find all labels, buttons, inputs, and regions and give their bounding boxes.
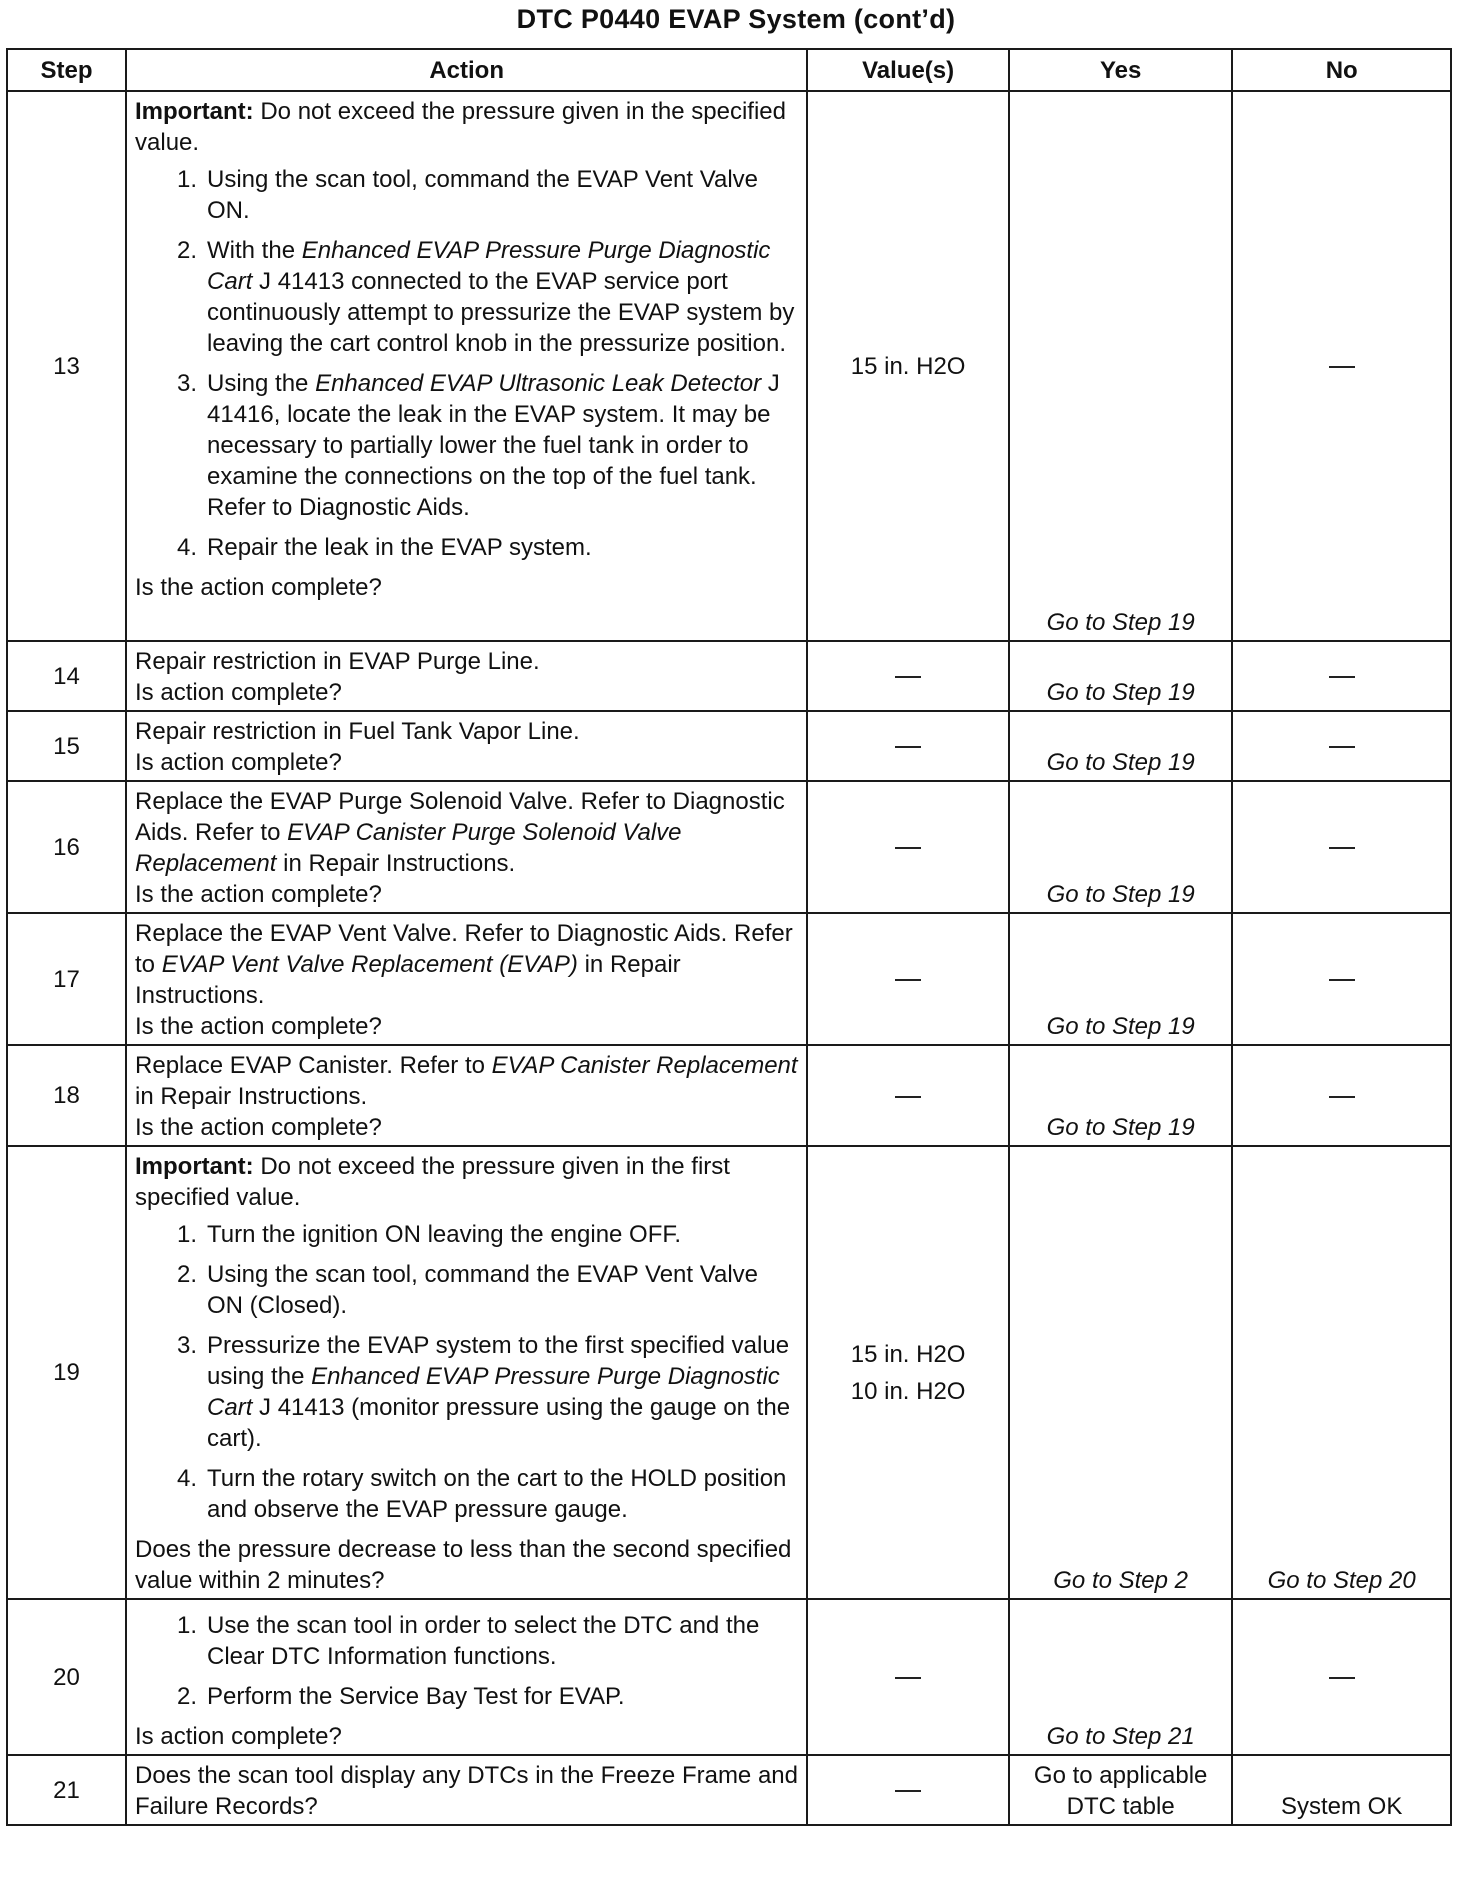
important-note	[135, 1151, 798, 1213]
text-run: in Repair Instructions.	[276, 850, 516, 877]
item-text	[207, 532, 798, 563]
text-run: Replace the EVAP Purge Solenoid Valve. Refer to Diagnostic Aids. Refer to	[135, 788, 785, 846]
step-number: 17	[7, 913, 126, 1045]
action-cell	[126, 711, 807, 781]
no-dash	[1329, 676, 1355, 678]
action-cell	[126, 1045, 807, 1146]
item-text	[207, 368, 798, 523]
value-dash	[895, 1096, 921, 1098]
no-text: System OK	[1281, 1793, 1403, 1820]
values-cell	[807, 1045, 1009, 1146]
item-text	[207, 1330, 798, 1454]
yes-goto: Go to Step 21	[1046, 1723, 1195, 1750]
values-cell	[807, 1146, 1009, 1599]
action-cell	[126, 91, 807, 641]
text-run: Replace the EVAP Vent Valve. Refer to Diagnostic Aids. Refer to	[135, 920, 793, 978]
text-run: Perform the Service Bay Test for EVAP.	[207, 1683, 625, 1710]
important-label: Important:	[135, 1153, 254, 1180]
numbered-steps	[135, 1219, 798, 1525]
yes-cell	[1009, 1146, 1232, 1599]
list-item	[135, 1259, 798, 1321]
yes-cell	[1009, 1599, 1232, 1755]
table-row	[7, 1146, 1451, 1599]
value-text: 15 in. H2O	[850, 1340, 966, 1368]
value-dash	[895, 1677, 921, 1679]
table-row	[7, 1599, 1451, 1755]
no-cell	[1232, 913, 1451, 1045]
step-number: 20	[7, 1599, 126, 1755]
yes-cell	[1009, 641, 1232, 711]
table-row	[7, 1045, 1451, 1146]
values-cell	[807, 711, 1009, 781]
table-row	[7, 781, 1451, 913]
text-run: Using the	[207, 370, 316, 397]
action-cell	[126, 641, 807, 711]
yes-cell	[1009, 91, 1232, 641]
yes-goto: Go to Step 19	[1046, 1114, 1195, 1141]
item-text	[207, 1219, 798, 1250]
step-number: 21	[7, 1755, 126, 1825]
item-text	[207, 1610, 798, 1672]
yes-cell	[1009, 1045, 1232, 1146]
italic-reference: EVAP Canister Purge Solenoid Valve Replacement	[135, 819, 682, 877]
question-text: Is the action complete?	[135, 1013, 382, 1040]
yes-cell	[1009, 711, 1232, 781]
step-number: 14	[7, 641, 126, 711]
values-cell	[807, 1755, 1009, 1825]
no-dash	[1329, 746, 1355, 748]
item-text	[207, 1463, 798, 1525]
list-item	[135, 1610, 798, 1672]
yes-goto: Go to Step 19	[1046, 749, 1195, 776]
table-body	[7, 91, 1451, 1825]
header-yes: Yes	[1009, 49, 1232, 91]
action-text: Repair restriction in EVAP Purge Line.	[135, 648, 540, 675]
value-text: 10 in. H2O	[850, 1377, 966, 1405]
italic-reference: Enhanced EVAP Pressure Purge Diagnostic Cart	[207, 237, 771, 295]
numbered-steps	[135, 1610, 798, 1712]
item-number: 4.	[177, 534, 198, 561]
question-text: Is action complete?	[135, 679, 342, 706]
text-run: in Repair Instructions.	[135, 951, 681, 1009]
no-dash	[1329, 979, 1355, 981]
values-cell	[807, 781, 1009, 913]
table-row	[7, 913, 1451, 1045]
question-text: Is the action complete?	[135, 1114, 382, 1141]
no-dash	[1329, 366, 1355, 368]
action-cell	[126, 1599, 807, 1755]
table-row	[7, 91, 1451, 641]
numbered-steps	[135, 164, 798, 563]
action-text: Does the scan tool display any DTCs in the Freeze Frame and Failure Records?	[135, 1762, 798, 1820]
item-text	[207, 235, 798, 359]
action-cell	[126, 1146, 807, 1599]
action-cell	[126, 781, 807, 913]
no-cell	[1232, 1599, 1451, 1755]
no-dash	[1329, 1096, 1355, 1098]
step-number: 19	[7, 1146, 126, 1599]
text-run: J 41416, locate the leak in the EVAP system. It may be necessary to partially lower the fuel tank in order to examine the connections on the top of the fuel tank. Refer to Diagnostic Aids.	[207, 370, 780, 521]
no-cell	[1232, 1146, 1451, 1599]
yes-line: DTC table	[1066, 1793, 1175, 1820]
important-text: Do not exceed the pressure given in the specified value.	[135, 98, 786, 156]
yes-text	[1010, 1756, 1231, 1822]
value-dash	[895, 1790, 921, 1792]
step-number: 18	[7, 1045, 126, 1146]
item-number: 1.	[177, 1221, 198, 1248]
text-run: Replace EVAP Canister. Refer to	[135, 1052, 492, 1079]
no-goto: Go to Step 20	[1267, 1567, 1416, 1594]
italic-reference: EVAP Vent Valve Replacement (EVAP)	[161, 951, 578, 978]
header-step: Step	[7, 49, 126, 91]
list-item	[135, 235, 798, 359]
header-action: Action	[126, 49, 807, 91]
yes-cell	[1009, 1755, 1232, 1825]
text-run: With the	[207, 237, 302, 264]
item-text	[207, 1259, 798, 1321]
important-note	[135, 96, 798, 158]
no-cell	[1232, 1045, 1451, 1146]
yes-goto: Go to Step 19	[1046, 679, 1195, 706]
text-run: Pressurize the EVAP system to the first specified value using the	[207, 1332, 790, 1390]
text-run: in Repair Instructions.	[135, 1083, 368, 1110]
value-dash	[895, 847, 921, 849]
action-text	[135, 786, 798, 879]
list-item	[135, 1463, 798, 1525]
value-dash	[895, 676, 921, 678]
table-row	[7, 641, 1451, 711]
list-item	[135, 1681, 798, 1712]
item-number: 2.	[177, 237, 198, 264]
item-number: 2.	[177, 1261, 198, 1288]
action-cell	[126, 1755, 807, 1825]
text-run: J 41413 connected to the EVAP service port continuously attempt to pressurize the EVAP system by leaving the cart control knob in the pressurize position.	[207, 268, 795, 357]
question-text: Is the action complete?	[135, 574, 382, 601]
item-text	[207, 164, 798, 226]
yes-goto: Go to Step 19	[1046, 609, 1195, 636]
list-item	[135, 532, 798, 563]
item-number: 3.	[177, 370, 198, 397]
no-dash	[1329, 847, 1355, 849]
no-cell	[1232, 711, 1451, 781]
value-dash	[895, 746, 921, 748]
page-title: DTC P0440 EVAP System (cont’d)	[516, 4, 956, 34]
yes-cell	[1009, 913, 1232, 1045]
question-text: Does the pressure decrease to less than the second specified value within 2 minutes?	[135, 1536, 792, 1594]
item-number: 1.	[177, 166, 198, 193]
step-number: 13	[7, 91, 126, 641]
action-text	[135, 918, 798, 1011]
table-row	[7, 1755, 1451, 1825]
diagnostic-table	[6, 48, 1452, 1826]
important-text: Do not exceed the pressure given in the first specified value.	[135, 1153, 730, 1211]
item-number: 4.	[177, 1465, 198, 1492]
italic-reference: Enhanced EVAP Pressure Purge Diagnostic Cart	[207, 1363, 780, 1421]
important-label: Important:	[135, 98, 254, 125]
question-text: Is action complete?	[135, 1723, 342, 1750]
yes-goto: Go to Step 19	[1046, 1013, 1195, 1040]
table-header-row	[7, 49, 1451, 91]
no-cell	[1232, 641, 1451, 711]
list-item	[135, 1219, 798, 1250]
no-dash	[1329, 1677, 1355, 1679]
no-cell	[1232, 1755, 1451, 1825]
question-text: Is action complete?	[135, 749, 342, 776]
item-number: 2.	[177, 1683, 198, 1710]
list-item	[135, 368, 798, 523]
text-run: Turn the rotary switch on the cart to the HOLD position and observe the EVAP pressure gauge.	[207, 1465, 787, 1523]
text-run: J 41413 (monitor pressure using the gauge on the cart).	[207, 1394, 791, 1452]
value-dash	[895, 979, 921, 981]
text-run: Using the scan tool, command the EVAP Vent Valve ON (Closed).	[207, 1261, 758, 1319]
text-run: Use the scan tool in order to select the DTC and the Clear DTC Information functions.	[207, 1612, 760, 1670]
header-no: No	[1232, 49, 1451, 91]
list-item	[135, 1330, 798, 1454]
header-values: Value(s)	[807, 49, 1009, 91]
yes-goto: Go to Step 2	[1053, 1567, 1189, 1594]
no-cell	[1232, 91, 1451, 641]
value-text: 15 in. H2O	[850, 352, 966, 380]
values-cell	[807, 1599, 1009, 1755]
text-run: Using the scan tool, command the EVAP Vent Valve ON.	[207, 166, 758, 224]
yes-line: Go to applicable	[1033, 1762, 1208, 1789]
action-text	[135, 1050, 798, 1112]
text-run: Repair the leak in the EVAP system.	[207, 534, 592, 561]
no-cell	[1232, 781, 1451, 913]
step-number: 16	[7, 781, 126, 913]
list-item	[135, 164, 798, 226]
item-text	[207, 1681, 798, 1712]
step-number: 15	[7, 711, 126, 781]
item-number: 1.	[177, 1612, 198, 1639]
yes-cell	[1009, 781, 1232, 913]
action-text: Repair restriction in Fuel Tank Vapor Line.	[135, 718, 580, 745]
italic-reference: EVAP Canister Replacement	[491, 1052, 798, 1079]
question-text: Is the action complete?	[135, 881, 382, 908]
yes-goto: Go to Step 19	[1046, 881, 1195, 908]
item-number: 3.	[177, 1332, 198, 1359]
values-cell	[807, 913, 1009, 1045]
values-cell	[807, 91, 1009, 641]
italic-reference: Enhanced EVAP Ultrasonic Leak Detector	[315, 370, 762, 397]
values-cell	[807, 641, 1009, 711]
table-row	[7, 711, 1451, 781]
text-run: Turn the ignition ON leaving the engine OFF.	[207, 1221, 682, 1248]
action-cell	[126, 913, 807, 1045]
